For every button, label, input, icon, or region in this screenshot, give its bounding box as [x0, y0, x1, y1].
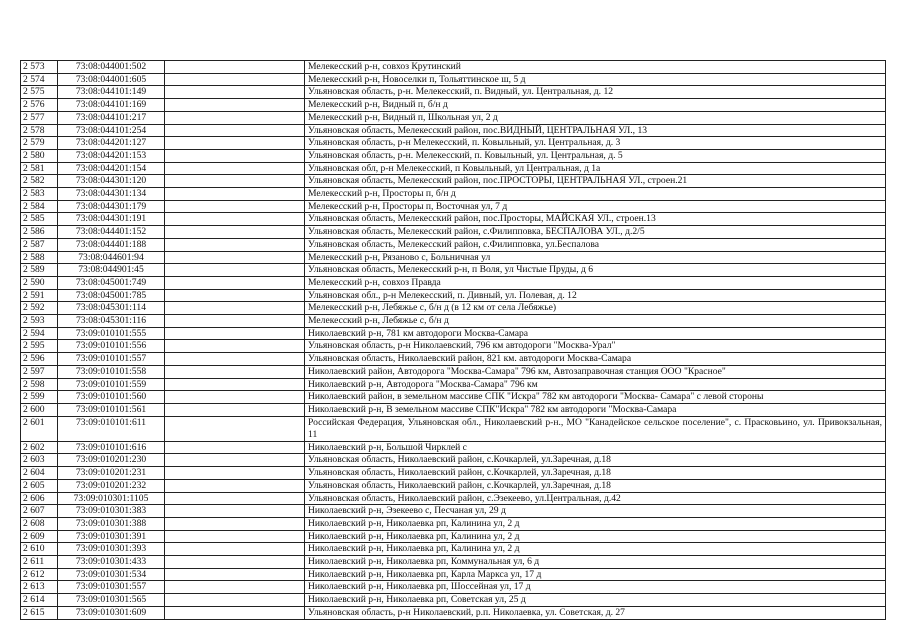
empty-cell [165, 315, 305, 328]
cadastral-number-cell: 73:08:044201:127 [58, 137, 165, 150]
row-number-cell: 2 600 [21, 403, 58, 416]
address-cell: Ульяновская обл, р-н Мелекесский, п Ковыльный, ул Центральная, д 1а [305, 162, 886, 175]
empty-cell [165, 556, 305, 569]
address-cell: Николаевский р-н, 781 км автодороги Москва-Самара [305, 327, 886, 340]
address-cell: Мелекесский р-н, Просторы п, б/н д [305, 188, 886, 201]
cadastral-number-cell: 73:08:044301:134 [58, 188, 165, 201]
address-cell: Мелекесский р-н, Новоселки п, Тольяттинское ш, 5 д [305, 73, 886, 86]
cadastral-number-cell: 73:09:010101:555 [58, 327, 165, 340]
row-number-cell: 2 575 [21, 86, 58, 99]
cadastral-number-cell: 73:09:010101:616 [58, 441, 165, 454]
row-number-cell: 2 599 [21, 391, 58, 404]
row-number-cell: 2 596 [21, 353, 58, 366]
table-row [21, 505, 886, 518]
address-cell: Ульяновская область, Мелекесский район, пос.ПРОСТОРЫ, ЦЕНТРАЛЬНАЯ УЛ., строен.21 [305, 175, 886, 188]
table-row [21, 251, 886, 264]
cadastral-number-cell: 73:08:044401:152 [58, 226, 165, 239]
empty-cell [165, 492, 305, 505]
empty-cell [165, 606, 305, 619]
address-cell: Ульяновская область, Николаевский район, 821 км. автодороги Москва-Самара [305, 353, 886, 366]
table-row [21, 568, 886, 581]
empty-cell [165, 188, 305, 201]
cadastral-number-cell: 73:08:044001:605 [58, 73, 165, 86]
address-cell: Ульяновская область, р-н Николаевский, р.п. Николаевка, ул. Советская, д. 27 [305, 606, 886, 619]
row-number-cell: 2 614 [21, 594, 58, 607]
cadastral-number-cell: 73:08:045301:114 [58, 302, 165, 315]
cadastral-number-cell: 73:08:044401:188 [58, 238, 165, 251]
row-number-cell: 2 584 [21, 200, 58, 213]
document-page [20, 60, 885, 620]
row-number-cell: 2 601 [21, 416, 58, 441]
cadastral-number-cell: 73:08:044101:149 [58, 86, 165, 99]
row-number-cell: 2 593 [21, 315, 58, 328]
table-row [21, 238, 886, 251]
cadastral-number-cell: 73:08:044201:154 [58, 162, 165, 175]
cadastral-number-cell: 73:09:010101:561 [58, 403, 165, 416]
empty-cell [165, 594, 305, 607]
address-cell: Николаевский р-н, Николаевка рп, Калинина ул, 2 д [305, 530, 886, 543]
address-cell: Николаевский р-н, Большой Чирклей с [305, 441, 886, 454]
empty-cell [165, 365, 305, 378]
address-cell: Николаевский р-н, В земельном массиве СПК"Искра" 782 км автодороги "Москва-Самара [305, 403, 886, 416]
empty-cell [165, 517, 305, 530]
empty-cell [165, 441, 305, 454]
address-cell: Ульяновская область, Мелекесский район, пос.Просторы, МАЙСКАЯ УЛ., строен.13 [305, 213, 886, 226]
cadastral-number-cell: 73:08:044201:153 [58, 149, 165, 162]
table-row [21, 99, 886, 112]
cadastral-number-cell: 73:08:045301:116 [58, 315, 165, 328]
table-row [21, 416, 886, 441]
cadastral-number-cell: 73:08:044101:254 [58, 124, 165, 137]
table-row [21, 403, 886, 416]
row-number-cell: 2 583 [21, 188, 58, 201]
cadastral-number-cell: 73:08:045001:785 [58, 289, 165, 302]
cadastral-number-cell: 73:09:010201:230 [58, 454, 165, 467]
table-row [21, 543, 886, 556]
row-number-cell: 2 591 [21, 289, 58, 302]
row-number-cell: 2 587 [21, 238, 58, 251]
table-row [21, 200, 886, 213]
empty-cell [165, 200, 305, 213]
table-row [21, 378, 886, 391]
empty-cell [165, 353, 305, 366]
table-row [21, 441, 886, 454]
cadastral-number-cell: 73:08:044001:502 [58, 61, 165, 74]
address-cell: Ульяновская область, Мелекесский р-н, п Воля, ул Чистые Пруды, д 6 [305, 264, 886, 277]
table-row [21, 162, 886, 175]
row-number-cell: 2 606 [21, 492, 58, 505]
table-row [21, 492, 886, 505]
empty-cell [165, 340, 305, 353]
empty-cell [165, 162, 305, 175]
row-number-cell: 2 610 [21, 543, 58, 556]
cadastral-number-cell: 73:09:010301:565 [58, 594, 165, 607]
address-cell: Ульяновская область, Николаевский район, с.Кочкарлей, ул.Заречная, д.18 [305, 454, 886, 467]
address-cell: Николаевский район, в земельном массиве СПК "Искра" 782 км автодороги "Москва- Самара" с левой стороны [305, 391, 886, 404]
cadastral-number-cell: 73:08:044301:179 [58, 200, 165, 213]
table-row [21, 315, 886, 328]
address-cell: Ульяновская область, Николаевский район, с.Кочкарлей, ул.Заречная, д.18 [305, 467, 886, 480]
empty-cell [165, 86, 305, 99]
empty-cell [165, 137, 305, 150]
row-number-cell: 2 603 [21, 454, 58, 467]
address-cell: Российская Федерация, Ульяновская обл., Николаевский р-н., МО "Канадейское сельское поселение", с. Прасковьино, ул. Привокзальная, 11 [305, 416, 886, 441]
row-number-cell: 2 597 [21, 365, 58, 378]
row-number-cell: 2 576 [21, 99, 58, 112]
empty-cell [165, 289, 305, 302]
row-number-cell: 2 595 [21, 340, 58, 353]
empty-cell [165, 61, 305, 74]
address-cell: Мелекесский р-н, Просторы п, Восточная ул, 7 д [305, 200, 886, 213]
table-row [21, 517, 886, 530]
cadastral-number-cell: 73:08:044101:217 [58, 111, 165, 124]
cadastral-number-cell: 73:08:044101:169 [58, 99, 165, 112]
cadastral-number-cell: 73:08:045001:749 [58, 276, 165, 289]
address-cell: Николаевский район, Автодорога "Москва-Самара" 796 км, Автозаправочная станция ООО "Красное" [305, 365, 886, 378]
address-cell: Мелекесский р-н, Рязаново с, Больничная ул [305, 251, 886, 264]
empty-cell [165, 454, 305, 467]
address-cell: Мелекесский р-н, совхоз Крутинский [305, 61, 886, 74]
row-number-cell: 2 605 [21, 479, 58, 492]
row-number-cell: 2 607 [21, 505, 58, 518]
empty-cell [165, 391, 305, 404]
table-row [21, 391, 886, 404]
row-number-cell: 2 582 [21, 175, 58, 188]
empty-cell [165, 73, 305, 86]
empty-cell [165, 505, 305, 518]
empty-cell [165, 467, 305, 480]
table-row [21, 264, 886, 277]
table-row [21, 111, 886, 124]
table-row [21, 556, 886, 569]
table-row [21, 226, 886, 239]
cadastral-number-cell: 73:08:044301:191 [58, 213, 165, 226]
table-row [21, 454, 886, 467]
cadastral-number-cell: 73:09:010201:232 [58, 479, 165, 492]
row-number-cell: 2 589 [21, 264, 58, 277]
table-row [21, 213, 886, 226]
empty-cell [165, 213, 305, 226]
cadastral-number-cell: 73:09:010301:383 [58, 505, 165, 518]
address-cell: Николаевский р-н, Автодорога "Москва-Самара" 796 км [305, 378, 886, 391]
row-number-cell: 2 586 [21, 226, 58, 239]
table-row [21, 124, 886, 137]
table-row [21, 581, 886, 594]
table-row [21, 594, 886, 607]
address-cell: Ульяновская область, р-н. Мелекесский, п. Видный, ул. Центральная, д. 12 [305, 86, 886, 99]
row-number-cell: 2 580 [21, 149, 58, 162]
empty-cell [165, 327, 305, 340]
empty-cell [165, 416, 305, 441]
address-cell: Ульяновская область, р-н Мелекесский, п. Ковыльный, ул. Центральная, д. 3 [305, 137, 886, 150]
row-number-cell: 2 609 [21, 530, 58, 543]
row-number-cell: 2 608 [21, 517, 58, 530]
address-cell: Мелекесский р-н, совхоз Правда [305, 276, 886, 289]
empty-cell [165, 226, 305, 239]
empty-cell [165, 568, 305, 581]
row-number-cell: 2 577 [21, 111, 58, 124]
address-cell: Мелекесский р-н, Видный п, б/н д [305, 99, 886, 112]
row-number-cell: 2 574 [21, 73, 58, 86]
table-row [21, 467, 886, 480]
address-cell: Ульяновская область, Мелекесский район, с.Филипповка, ул.Беспалова [305, 238, 886, 251]
table-row [21, 149, 886, 162]
row-number-cell: 2 581 [21, 162, 58, 175]
cadastral-number-cell: 73:08:044301:120 [58, 175, 165, 188]
address-cell: Николаевский р-н, Николаевка рп, Шоссейная ул, 17 д [305, 581, 886, 594]
empty-cell [165, 530, 305, 543]
row-number-cell: 2 588 [21, 251, 58, 264]
cadastral-number-cell: 73:09:010101:560 [58, 391, 165, 404]
table-row [21, 327, 886, 340]
empty-cell [165, 403, 305, 416]
cadastral-number-cell: 73:09:010301:1105 [58, 492, 165, 505]
empty-cell [165, 251, 305, 264]
row-number-cell: 2 585 [21, 213, 58, 226]
row-number-cell: 2 613 [21, 581, 58, 594]
cadastral-number-cell: 73:09:010301:609 [58, 606, 165, 619]
cadastral-number-cell: 73:09:010101:557 [58, 353, 165, 366]
cadastral-number-cell: 73:09:010101:611 [58, 416, 165, 441]
address-cell: Ульяновская область, р-н Николаевский, 796 км автодороги "Москва-Урал" [305, 340, 886, 353]
table-row [21, 86, 886, 99]
cadastral-number-cell: 73:09:010301:391 [58, 530, 165, 543]
row-number-cell: 2 579 [21, 137, 58, 150]
address-cell: Николаевский р-н, Николаевка рп, Карла Маркса ул, 17 д [305, 568, 886, 581]
cadastral-number-cell: 73:09:010101:556 [58, 340, 165, 353]
table-row [21, 289, 886, 302]
address-cell: Ульяновская область, Николаевский район, с.Эзекеево, ул.Центральная, д.42 [305, 492, 886, 505]
empty-cell [165, 276, 305, 289]
cadastral-number-cell: 73:09:010101:559 [58, 378, 165, 391]
row-number-cell: 2 578 [21, 124, 58, 137]
table-row [21, 302, 886, 315]
row-number-cell: 2 573 [21, 61, 58, 74]
address-cell: Николаевский р-н, Эзекеево с, Песчаная ул, 29 д [305, 505, 886, 518]
cadastral-number-cell: 73:09:010301:388 [58, 517, 165, 530]
empty-cell [165, 175, 305, 188]
table-row [21, 479, 886, 492]
cadastral-number-cell: 73:09:010301:557 [58, 581, 165, 594]
empty-cell [165, 264, 305, 277]
table-row [21, 175, 886, 188]
address-cell: Мелекесский р-н, Лебяжье с, б/н д [305, 315, 886, 328]
row-number-cell: 2 602 [21, 441, 58, 454]
empty-cell [165, 149, 305, 162]
empty-cell [165, 302, 305, 315]
table-row [21, 188, 886, 201]
table-row [21, 61, 886, 74]
address-cell: Ульяновская область, Николаевский район, с.Кочкарлей, ул.Заречная, д.18 [305, 479, 886, 492]
address-cell: Ульяновская обл., р-н Мелекесский, п. Дивный, ул. Полевая, д. 12 [305, 289, 886, 302]
address-cell: Николаевский р-н, Николаевка рп, Калинина ул, 2 д [305, 543, 886, 556]
cadastral-number-cell: 73:09:010301:534 [58, 568, 165, 581]
row-number-cell: 2 611 [21, 556, 58, 569]
empty-cell [165, 124, 305, 137]
empty-cell [165, 111, 305, 124]
row-number-cell: 2 604 [21, 467, 58, 480]
address-cell: Мелекесский р-н, Лебяжье с, б/н д (в 12 км от села Лебяжье) [305, 302, 886, 315]
empty-cell [165, 238, 305, 251]
address-cell: Ульяновская область, Мелекесский район, пос.ВИДНЫЙ, ЦЕНТРАЛЬНАЯ УЛ., 13 [305, 124, 886, 137]
row-number-cell: 2 615 [21, 606, 58, 619]
row-number-cell: 2 598 [21, 378, 58, 391]
cadastral-number-cell: 73:09:010101:558 [58, 365, 165, 378]
empty-cell [165, 99, 305, 112]
cadastral-number-cell: 73:09:010301:393 [58, 543, 165, 556]
table-row [21, 73, 886, 86]
cadastral-number-cell: 73:09:010301:433 [58, 556, 165, 569]
table-row [21, 353, 886, 366]
row-number-cell: 2 592 [21, 302, 58, 315]
empty-cell [165, 479, 305, 492]
table-row [21, 137, 886, 150]
address-cell: Николаевский р-н, Николаевка рп, Коммунальная ул, 6 д [305, 556, 886, 569]
table-row [21, 276, 886, 289]
address-cell: Николаевский р-н, Николаевка рп, Советская ул, 25 д [305, 594, 886, 607]
table-body [21, 61, 886, 620]
address-cell: Ульяновская область, Мелекесский район, с.Филипповка, БЕСПАЛОВА УЛ., д.2/5 [305, 226, 886, 239]
empty-cell [165, 581, 305, 594]
address-cell: Николаевский р-н, Николаевка рп, Калинина ул, 2 д [305, 517, 886, 530]
empty-cell [165, 378, 305, 391]
address-cell: Ульяновская область, р-н. Мелекесский, п. Ковыльный, ул. Центральная, д. 5 [305, 149, 886, 162]
table-row [21, 340, 886, 353]
table-row [21, 365, 886, 378]
cadastral-number-cell: 73:09:010201:231 [58, 467, 165, 480]
row-number-cell: 2 590 [21, 276, 58, 289]
row-number-cell: 2 612 [21, 568, 58, 581]
cadastral-number-cell: 73:08:044901:45 [58, 264, 165, 277]
cadastral-table [20, 60, 886, 620]
cadastral-number-cell: 73:08:044601:94 [58, 251, 165, 264]
table-row [21, 530, 886, 543]
table-row [21, 606, 886, 619]
address-cell: Мелекесский р-н, Видный п, Школьная ул, 2 д [305, 111, 886, 124]
row-number-cell: 2 594 [21, 327, 58, 340]
empty-cell [165, 543, 305, 556]
